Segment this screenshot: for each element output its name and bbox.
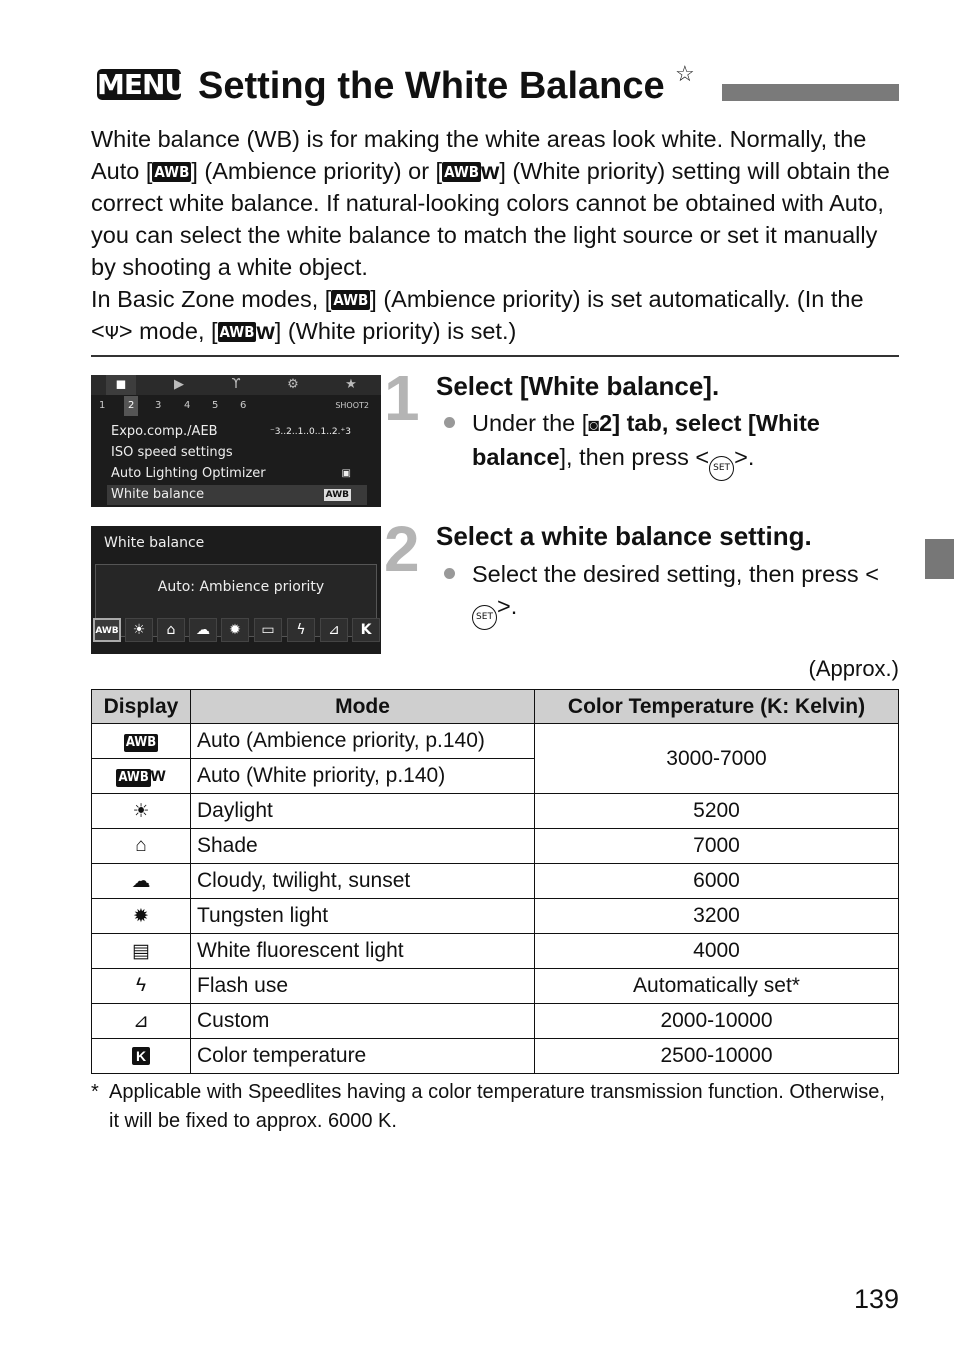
menu-item-alo: Auto Lighting Optimizer ▣ xyxy=(111,464,367,484)
table-row: ▤ White fluorescent light 4000 xyxy=(92,934,899,969)
mymenu-star-icon: ★ xyxy=(345,377,357,392)
step-number-1: 1 xyxy=(384,362,420,434)
bullet xyxy=(444,568,455,579)
white-balance-table xyxy=(91,689,899,1074)
screen-title: White balance xyxy=(104,535,205,551)
footnote-text: Applicable with Speedlites having a color temperature transmission function. Otherwise, it will be fixed to approx. 6000 K. xyxy=(109,1081,885,1132)
custom-wb-icon: ⊿ xyxy=(320,618,348,642)
table-row: ☀ Daylight 5200 xyxy=(92,794,899,829)
page-title: Setting the White Balance xyxy=(198,65,665,107)
page-number: 139 xyxy=(853,1284,899,1314)
step-text-1: Under the [◙2] tab, select [White balance], then press < SET >. xyxy=(472,407,892,481)
header-temp: Color Temperature (K: Kelvin) xyxy=(535,690,899,724)
chapter-tab xyxy=(925,539,954,579)
awb-icon: AWB xyxy=(125,735,157,750)
wb-icon-strip xyxy=(91,615,381,645)
white-balance-screen xyxy=(91,526,381,654)
step-title-1: Select [White balance]. xyxy=(436,371,720,401)
approx-note: (Approx.) xyxy=(808,656,899,681)
fluorescent-icon: ▭ xyxy=(254,618,282,642)
wrench-icon: ϒ xyxy=(231,377,241,392)
table-row: ⌂ Shade 7000 xyxy=(92,829,899,864)
shoot-tab-label: SHOOT2 xyxy=(335,401,369,410)
alo-icon: ▣ xyxy=(341,468,351,479)
step-title-2: Select a white balance setting. xyxy=(436,521,812,551)
awb-icon: AWB xyxy=(219,323,255,341)
table-row: K Color temperature 2500-10000 xyxy=(92,1039,899,1074)
menu-item-expo-comp: Expo.comp./AEB ⁻3..2..1..0..1..2.⁺3 xyxy=(111,424,351,439)
custom-icon: ⚙ xyxy=(287,377,299,392)
color-temp-icon: K xyxy=(132,1047,150,1065)
footnote-marker: * xyxy=(91,1081,99,1103)
menu-icon: MENU xyxy=(97,68,187,101)
awb-white-icon: AWB xyxy=(118,770,149,785)
awb-icon: AWB xyxy=(444,163,480,181)
fluorescent-icon: ▤ xyxy=(92,934,191,969)
menu-tabs xyxy=(91,375,381,395)
menu-item-iso: ISO speed settings xyxy=(111,445,233,460)
bullet xyxy=(444,417,455,428)
table-row: AWB w Auto (White priority, p.140) xyxy=(92,759,899,794)
awb-icon: AWB xyxy=(93,618,121,642)
color-temp-icon: K xyxy=(352,618,380,642)
menu-item-white-balance: White balance AWB xyxy=(107,485,367,505)
camera-menu-screen xyxy=(91,375,381,507)
table-row: ⊿ Custom 2000-10000 xyxy=(92,1004,899,1039)
table-row: AWB Auto (Ambience priority, p.140) 3000-7000 xyxy=(92,724,899,759)
set-button-icon: SET xyxy=(709,456,734,481)
set-button-icon: SET xyxy=(472,605,497,630)
divider xyxy=(91,355,899,357)
title-bar xyxy=(722,84,899,101)
shade-icon: ⌂ xyxy=(157,618,185,642)
cloudy-icon: ☁ xyxy=(189,618,217,642)
table-header-row xyxy=(92,690,899,724)
intro-text xyxy=(91,123,899,350)
tungsten-icon: ✹ xyxy=(92,899,191,934)
awb-icon: AWB xyxy=(325,490,349,500)
table-row: ✹ Tungsten light 3200 xyxy=(92,899,899,934)
camera-icon: ◙ xyxy=(588,415,600,435)
intro-paragraph-2: In Basic Zone modes, [ AWB] (Ambience priority) is set automatically. (In the <Ψ> mode, [ AWBw] (White priority) is set.) xyxy=(91,286,864,344)
intro-paragraph-1: White balance (WB) is for making the white areas look white. Normally, the Auto [ AWB] (Ambience priority) or [ AWBw] (White priority) setting will obtain the correct white balance. If natural-looking colors cannot be obtained with Auto, you can select the white balance to match the light source or set it manually by shooting a white object. xyxy=(91,126,890,280)
step-number-2: 2 xyxy=(384,513,420,585)
shade-icon: ⌂ xyxy=(92,829,191,864)
daylight-icon: ☀ xyxy=(92,794,191,829)
tungsten-icon: ✹ xyxy=(221,618,249,642)
flash-icon: ϟ xyxy=(287,618,315,642)
table-row: ☁ Cloudy, twilight, sunset 6000 xyxy=(92,864,899,899)
camera-icon: ◼ xyxy=(106,375,136,395)
menu-tab-numbers: 1 2 3 4 5 6 xyxy=(91,396,381,416)
selected-setting: Auto: Ambience priority xyxy=(157,579,325,595)
awb-icon: AWB xyxy=(333,291,369,309)
header-mode: Mode xyxy=(191,690,535,724)
playback-icon: ▶ xyxy=(174,377,184,392)
awb-icon: AWB xyxy=(154,163,190,181)
star-icon: ☆ xyxy=(675,61,695,86)
header-display: Display xyxy=(92,690,191,724)
step-text-2: Select the desired setting, then press <SET >. xyxy=(472,558,897,630)
daylight-icon: ☀ xyxy=(125,618,153,642)
table-row: ϟ Flash use Automatically set* xyxy=(92,969,899,1004)
custom-wb-icon: ⊿ xyxy=(92,1004,191,1039)
flash-icon: ϟ xyxy=(92,969,191,1004)
food-icon: Ψ xyxy=(104,323,119,344)
cloudy-icon: ☁ xyxy=(92,864,191,899)
